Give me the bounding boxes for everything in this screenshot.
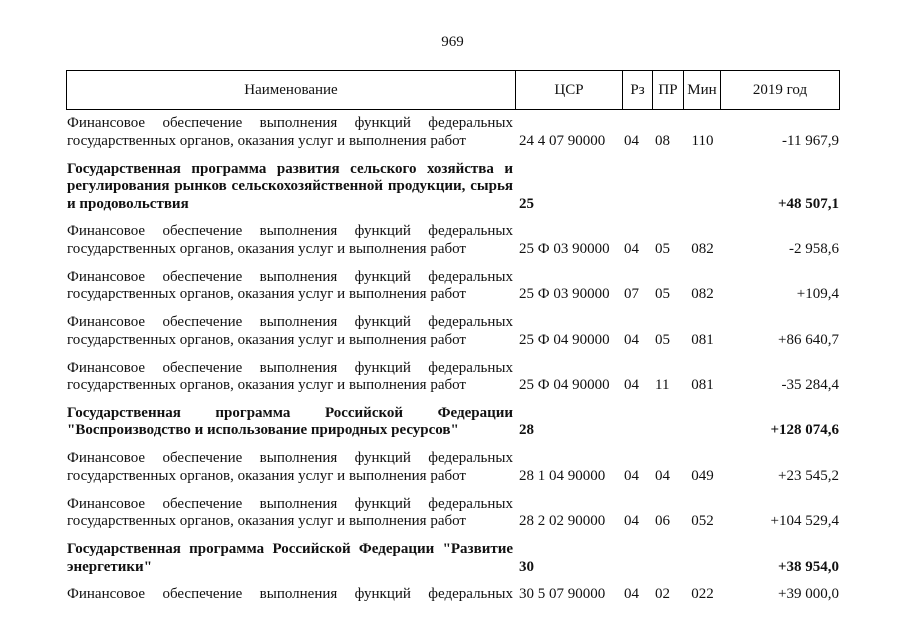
rz-cell: 04	[624, 331, 639, 348]
csr-cell: 24 4 07 90000	[519, 132, 606, 149]
min-cell: 082	[691, 240, 714, 257]
header-rz: Рз	[623, 71, 653, 109]
csr-cell: 28 2 02 90000	[519, 513, 606, 530]
name-line: "Воспроизводство и использование природных ресурсов"	[67, 422, 459, 439]
name-line: и продовольствия	[67, 195, 189, 212]
rz-cell: 04	[624, 513, 639, 530]
name-cell	[67, 586, 516, 604]
name-line: государственных органов, оказания услуг и выполнения работ	[67, 331, 466, 348]
amount-cell: -2 958,6	[789, 240, 839, 257]
table-row	[66, 491, 840, 536]
name-line: государственных органов, оказания услуг и выполнения работ	[67, 240, 466, 257]
name-line: государственных органов, оказания услуг и выполнения работ	[67, 467, 466, 484]
page-number: 969	[441, 34, 464, 50]
name-cell	[67, 223, 516, 258]
pr-cell: 05	[655, 331, 670, 348]
name-line: Финансовое обеспечение выполнения функций федеральных	[67, 115, 513, 132]
header-name: Наименование	[67, 71, 516, 109]
min-cell: 052	[691, 513, 714, 530]
program-row	[66, 536, 840, 581]
header-csr: ЦСР	[516, 71, 623, 109]
program-row	[66, 400, 840, 445]
name-cell	[67, 314, 516, 349]
name-line: регулирования рынков сельскохозяйственной продукции, сырья	[67, 178, 513, 195]
rz-cell: 04	[624, 586, 639, 603]
min-cell: 082	[691, 286, 714, 303]
table-body	[66, 110, 840, 609]
name-line: Финансовое обеспечение выполнения функций федеральных	[67, 223, 513, 240]
table-row	[66, 264, 840, 309]
name-line: Финансовое обеспечение выполнения функций федеральных	[67, 450, 513, 467]
table-row	[66, 445, 840, 490]
name-line: государственных органов, оказания услуг и выполнения работ	[67, 132, 466, 149]
csr-cell: 30 5 07 90000	[519, 586, 606, 603]
name-line: Государственная программа Российской Федерации "Развитие	[67, 541, 513, 558]
rz-cell: 04	[624, 467, 639, 484]
program-row	[66, 155, 840, 218]
header-year: 2019 год	[752, 82, 808, 98]
pr-cell: 05	[655, 286, 670, 303]
min-cell: 081	[691, 331, 714, 348]
pr-cell: 08	[655, 132, 670, 149]
table-row	[66, 309, 840, 354]
rz-cell: 07	[624, 286, 639, 303]
amount-cell: +23 545,2	[778, 467, 839, 484]
name-line: Финансовое обеспечение выполнения функций федеральных	[67, 495, 513, 512]
min-cell: 110	[691, 132, 714, 149]
pr-cell: 02	[655, 586, 670, 603]
budget-table	[66, 70, 840, 609]
pr-cell: 06	[655, 513, 670, 530]
csr-cell: 25 Ф 04 90000	[519, 331, 610, 348]
amount-cell: +128 074,6	[770, 422, 839, 439]
table-row	[66, 110, 840, 155]
amount-cell: +86 640,7	[778, 331, 839, 348]
name-cell	[67, 450, 516, 485]
min-cell: 049	[691, 467, 714, 484]
amount-cell: -11 967,9	[782, 132, 839, 149]
pr-cell: 04	[655, 467, 670, 484]
min-cell: 022	[691, 586, 714, 603]
name-line: Государственная программа Российской Федерации	[67, 404, 513, 421]
name-line: государственных органов, оказания услуг и выполнения работ	[67, 286, 466, 303]
min-cell: 081	[691, 377, 714, 394]
name-cell	[67, 115, 516, 150]
header-min: Мин	[684, 71, 721, 109]
csr-cell: 30	[519, 558, 534, 575]
csr-cell: 25 Ф 04 90000	[519, 377, 610, 394]
rz-cell: 04	[624, 132, 639, 149]
name-line: Финансовое обеспечение выполнения функций федеральных	[67, 359, 513, 376]
name-line: Финансовое обеспечение выполнения функций федеральных	[67, 268, 513, 285]
amount-cell: +38 954,0	[777, 558, 839, 575]
name-line: государственных органов, оказания услуг и выполнения работ	[67, 377, 466, 394]
rz-cell: 04	[624, 377, 639, 394]
name-line: государственных органов, оказания услуг и выполнения работ	[67, 513, 466, 530]
csr-cell: 25	[519, 195, 534, 212]
csr-cell: 25 Ф 03 90000	[519, 286, 610, 303]
table-row	[66, 354, 840, 399]
amount-cell: +104 529,4	[770, 513, 839, 530]
table-row	[66, 218, 840, 263]
name-cell	[67, 405, 516, 440]
name-line: Финансовое обеспечение выполнения функций федеральных	[67, 314, 513, 331]
amount-cell: +48 507,1	[777, 195, 839, 212]
csr-cell: 28 1 04 90000	[519, 467, 606, 484]
name-cell	[67, 496, 516, 531]
csr-cell: 25 Ф 03 90000	[519, 240, 610, 257]
name-cell	[67, 360, 516, 395]
table-row	[66, 581, 840, 609]
table-header-row	[66, 70, 840, 110]
name-line: энергетики"	[67, 558, 153, 575]
name-line: Финансовое обеспечение выполнения функций федеральных	[67, 586, 513, 603]
pr-cell: 11	[655, 377, 670, 394]
name-line: Государственная программа развития сельского хозяйства и	[67, 160, 513, 177]
amount-cell: +109,4	[796, 286, 839, 303]
name-cell	[67, 161, 516, 214]
pr-cell: 05	[655, 240, 670, 257]
name-cell	[67, 269, 516, 304]
csr-cell: 28	[519, 422, 534, 439]
name-cell	[67, 541, 516, 576]
rz-cell: 04	[624, 240, 639, 257]
amount-cell: -35 284,4	[781, 377, 839, 394]
header-pr: ПР	[653, 71, 684, 109]
amount-cell: +39 000,0	[778, 586, 839, 603]
